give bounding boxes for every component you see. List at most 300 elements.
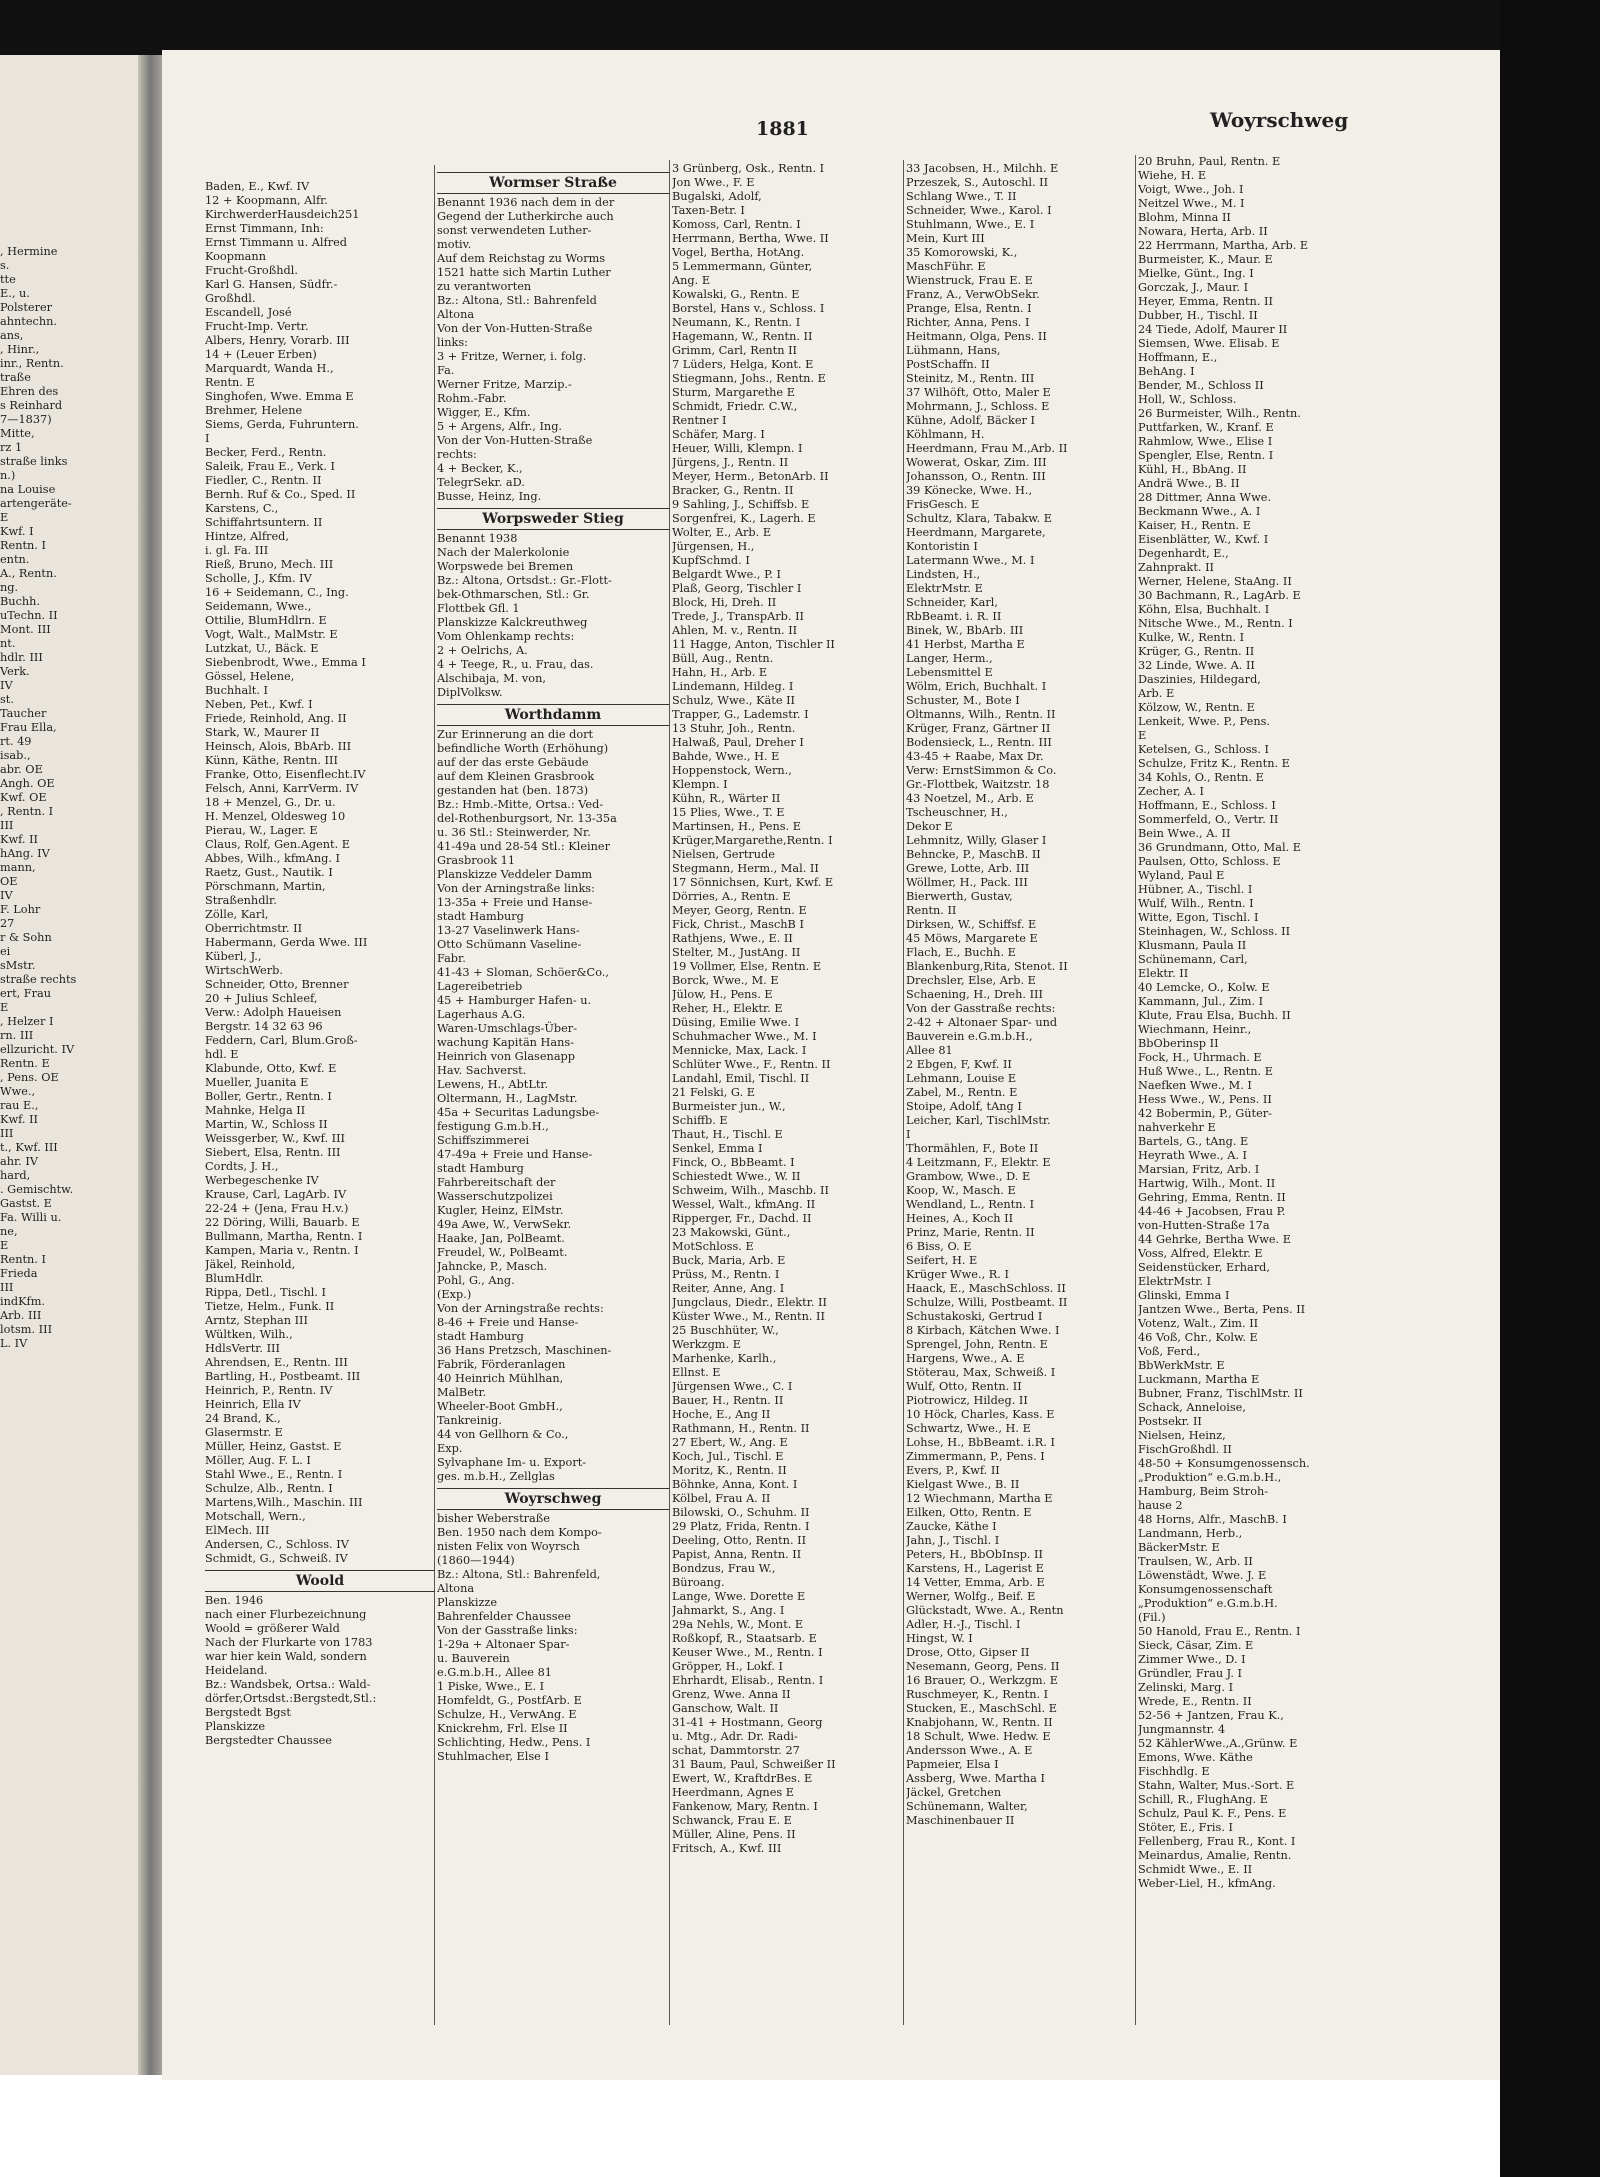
directory-entry: Wiehe, H. E	[1138, 169, 1207, 182]
directory-entry: 21 Felski, G. E	[672, 1086, 755, 1099]
directory-entry: Meinardus, Amalie, Rentn.	[1138, 1849, 1292, 1862]
directory-entry: Konsumgenossenschaft	[1138, 1583, 1273, 1596]
fragment-line: mann,	[0, 861, 36, 874]
directory-entry: Deeling, Otto, Rentn. II	[672, 1534, 807, 1547]
directory-entry: Keuser Wwe., M., Rentn. I	[672, 1646, 823, 1659]
directory-entry: 40 Heinrich Mühlhan,	[437, 1372, 564, 1385]
directory-entry: Jungclaus, Diedr., Elektr. II	[672, 1296, 827, 1309]
directory-entry: 45 + Hamburger Hafen- u.	[437, 994, 592, 1007]
directory-entry: Schuster, M., Bote I	[906, 694, 1020, 707]
directory-entry: Bracker, G., Rentn. II	[672, 484, 794, 497]
directory-entry: Gröpper, H., Lokf. I	[672, 1660, 783, 1673]
directory-entry: Schack, Anneloise,	[1138, 1401, 1246, 1414]
directory-entry: PostSchaffn. II	[906, 358, 990, 371]
directory-entry: Schiestedt Wwe., W. II	[672, 1170, 801, 1183]
fragment-line: Polsterer	[0, 301, 53, 314]
directory-entry: Marsian, Fritz, Arb. I	[1138, 1163, 1260, 1176]
directory-entry: FrisGesch. E	[906, 498, 980, 511]
directory-entry: Rahmlow, Wwe., Elise I	[1138, 435, 1273, 448]
fragment-line: straße links	[0, 455, 68, 468]
directory-entry: 41-49a und 28-54 Stl.: Kleiner	[437, 840, 611, 853]
directory-entry: Seifert, H. E	[906, 1254, 978, 1267]
directory-entry: Sieck, Cäsar, Zim. E	[1138, 1639, 1254, 1652]
directory-entry: Rentn. E	[205, 376, 255, 389]
fragment-line: st.	[0, 693, 14, 706]
directory-entry: Stark, W., Maurer II	[205, 726, 320, 739]
directory-entry: Werner, Helene, StaAng. II	[1138, 575, 1292, 588]
directory-entry: Mohrmann, J., Schloss. E	[906, 400, 1050, 413]
street-heading: Wormser Straße	[437, 172, 669, 194]
directory-entry: Heerdmann, Margarete,	[906, 526, 1046, 539]
directory-entry: 27 Ebert, W., Ang. E	[672, 1436, 788, 1449]
directory-entry: Schmidt, Friedr. C.W.,	[672, 400, 798, 413]
directory-entry: Drose, Otto, Gipser II	[906, 1646, 1030, 1659]
directory-entry: Jantzen Wwe., Berta, Pens. II	[1138, 1303, 1306, 1316]
directory-entry: 13-35a + Freie und Hanse-	[437, 896, 593, 909]
directory-entry: Böhnke, Anna, Kont. I	[672, 1478, 798, 1491]
directory-entry: 5 Lemmermann, Günter,	[672, 260, 813, 273]
street-heading: Woyrschweg	[437, 1488, 669, 1510]
directory-entry: Dekor E	[906, 820, 953, 833]
directory-entry: befindliche Worth (Erhöhung)	[437, 742, 609, 755]
directory-entry: Fock, H., Uhrmach. E	[1138, 1051, 1262, 1064]
directory-entry: Belgardt Wwe., P. I	[672, 568, 782, 581]
left-page-fragment-column	[0, 245, 142, 1351]
directory-entry: Bahde, Wwe., H. E	[672, 750, 780, 763]
directory-entry: Sommerfeld, O., Vertr. II	[1138, 813, 1279, 826]
directory-entry: Fabr.	[437, 952, 466, 965]
directory-entry: nisten Felix von Woyrsch	[437, 1540, 580, 1553]
directory-entry: 13-27 Vaselinwerk Hans-	[437, 924, 580, 937]
directory-entry: motiv.	[437, 238, 472, 251]
directory-entry: Fischhdlg. E	[1138, 1765, 1210, 1778]
directory-entry: Komoss, Carl, Rentn. I	[672, 218, 801, 231]
directory-entry: Johansson, O., Rentn. III	[906, 470, 1046, 483]
directory-entry: Büll, Aug., Rentn.	[672, 652, 774, 665]
fragment-line: Rentn. I	[0, 1253, 46, 1266]
directory-entry: Weber-Liel, H., kfmAng.	[1138, 1877, 1276, 1890]
directory-entry: Hoppenstock, Wern.,	[672, 764, 792, 777]
directory-entry: 12 Wiechmann, Martha E	[906, 1492, 1053, 1505]
fragment-line: OE	[0, 875, 18, 888]
directory-entry: Busse, Heinz, Ing.	[437, 490, 542, 503]
directory-entry: Nach der Flurkarte von 1783	[205, 1636, 373, 1649]
directory-entry: Verw.: Adolph Haueisen	[205, 1006, 342, 1019]
directory-entry: Woold = größerer Wald	[205, 1622, 340, 1635]
directory-entry: Haake, Jan, PolBeamt.	[437, 1232, 565, 1245]
directory-entry: 31-41 + Hostmann, Georg	[672, 1716, 823, 1729]
directory-entry: 17 Sönnichsen, Kurt, Kwf. E	[672, 876, 834, 889]
directory-entry: Blohm, Minna II	[1138, 211, 1231, 224]
page-number: 1881	[756, 118, 809, 140]
directory-entry: 11 Hagge, Anton, Tischler II	[672, 638, 835, 651]
directory-entry: Bullmann, Martha, Rentn. I	[205, 1230, 363, 1243]
directory-entry: Kühn, R., Wärter II	[672, 792, 781, 805]
directory-entry: Müller, Aline, Pens. II	[672, 1828, 796, 1841]
directory-entry: 24 Brand, K.,	[205, 1412, 281, 1425]
directory-entry: Gr.-Flottbek, Waitzstr. 18	[906, 778, 1050, 791]
directory-entry: Ripperger, Fr., Dachd. II	[672, 1212, 812, 1225]
directory-entry: Jülow, H., Pens. E	[672, 988, 773, 1001]
directory-entry: Küster Wwe., M., Rentn. II	[672, 1310, 825, 1323]
directory-entry: Przeszek, S., Autoschl. II	[906, 176, 1049, 189]
directory-entry: Von der Arningstraße links:	[437, 882, 595, 895]
directory-entry: i. gl. Fa. III	[205, 544, 269, 557]
directory-entry: Planskizze	[205, 1720, 266, 1733]
directory-entry: Zelinski, Marg. I	[1138, 1681, 1234, 1694]
directory-entry: Bodensieck, L., Rentn. III	[906, 736, 1052, 749]
directory-entry: Finck, O., BbBeamt. I	[672, 1156, 795, 1169]
directory-entry: Dörries, A., Rentn. E	[672, 890, 791, 903]
directory-entry: Paulsen, Otto, Schloss. E	[1138, 855, 1281, 868]
directory-entry: Landmann, Herb.,	[1138, 1527, 1243, 1540]
directory-entry: Zabel, M., Rentn. E	[906, 1086, 1018, 1099]
directory-entry: Ottilie, BlumHdlrn. E	[205, 614, 327, 627]
directory-entry: Koopmann	[205, 250, 266, 263]
directory-entry: Lindsten, H.,	[906, 568, 981, 581]
directory-entry: 8-46 + Freie und Hanse-	[437, 1316, 579, 1329]
fragment-line: abr. OE	[0, 763, 43, 776]
fragment-line: hard,	[0, 1169, 31, 1182]
directory-entry: Jäckel, Gretchen	[906, 1786, 1002, 1799]
fragment-line: Kwf. II	[0, 1113, 38, 1126]
directory-entry: wachung Kapitän Hans-	[437, 1036, 575, 1049]
directory-entry: u. Mtg., Adr. Dr. Radi-	[672, 1730, 798, 1743]
directory-entry: Voß, Ferd.,	[1138, 1345, 1201, 1358]
directory-entry: 22 Herrmann, Martha, Arb. E	[1138, 239, 1309, 252]
directory-entry: 52-56 + Jantzen, Frau K.,	[1138, 1709, 1284, 1722]
directory-entry: Neben, Pet., Kwf. I	[205, 698, 313, 711]
directory-entry: Schiffb. E	[672, 1114, 728, 1127]
directory-entry: Bierwerth, Gustav,	[906, 890, 1013, 903]
directory-entry: Kölzow, W., Rentn. E	[1138, 701, 1255, 714]
directory-entry: Hess Wwe., W., Pens. II	[1138, 1093, 1272, 1106]
directory-entry: Lewens, H., AbtLtr.	[437, 1078, 549, 1091]
directory-entry: Luckmann, Martha E	[1138, 1373, 1260, 1386]
directory-entry: Motschall, Wern.,	[205, 1510, 306, 1523]
directory-entry: 25 Buschhüter, W.,	[672, 1324, 779, 1337]
directory-entry: Schweim, Wilh., Maschb. II	[672, 1184, 829, 1197]
directory-entry: 26 Burmeister, Wilh., Rentn.	[1138, 407, 1301, 420]
directory-entry: MaschFühr. E	[906, 260, 986, 273]
directory-entry: Koop, W., Masch. E	[906, 1184, 1016, 1197]
directory-entry: Seidemann, Wwe.,	[205, 600, 312, 613]
directory-entry: Heitmann, Olga, Pens. II	[906, 330, 1047, 343]
scan-top-border	[0, 0, 1500, 55]
directory-entry: Heerdmann, Frau M.,Arb. II	[906, 442, 1068, 455]
directory-entry: 45 Möws, Margarete E	[906, 932, 1038, 945]
directory-entry: Schäfer, Marg. I	[672, 428, 765, 441]
directory-entry: Schneider, Otto, Brenner	[205, 978, 349, 991]
directory-entry: Möller, Aug. F. L. I	[205, 1454, 311, 1467]
directory-entry: Kowalski, G., Rentn. E	[672, 288, 800, 301]
fragment-line: indKfm.	[0, 1295, 46, 1308]
directory-entry: Hargens, Wwe., A. E	[906, 1352, 1025, 1365]
directory-entry: Pohl, G., Ang.	[437, 1274, 515, 1287]
directory-entry: 48-50 + Konsumgenossensch.	[1138, 1457, 1310, 1470]
directory-entry: Küberl, J.,	[205, 950, 262, 963]
fragment-line: nt.	[0, 637, 16, 650]
directory-entry: Jahncke, P., Masch.	[437, 1260, 548, 1273]
directory-entry: Trede, J., TranspArb. II	[672, 610, 805, 623]
fragment-line: A., Rentn.	[0, 567, 57, 580]
directory-entry: Neumann, K., Rentn. I	[672, 316, 801, 329]
directory-entry: Freudel, W., PolBeamt.	[437, 1246, 568, 1259]
directory-entry: 20 + Julius Schleef,	[205, 992, 318, 1005]
directory-entry: BbWerkMstr. E	[1138, 1359, 1225, 1372]
directory-entry: Wasserschutzpolizei	[437, 1190, 553, 1203]
directory-entry: ElektrMstr. E	[906, 582, 983, 595]
directory-entry: 6 Biss, O. E	[906, 1240, 972, 1253]
directory-entry: Heuer, Willi, Klempn. I	[672, 442, 803, 455]
directory-entry: Schaening, H., Dreh. III	[906, 988, 1043, 1001]
directory-entry: 28 Dittmer, Anna Wwe.	[1138, 491, 1272, 504]
directory-entry: Wültken, Wilh.,	[205, 1328, 293, 1341]
directory-entry: Krüger Wwe., R. I	[906, 1268, 1009, 1281]
directory-entry: auf der das erste Gebäude	[437, 756, 589, 769]
directory-entry: Prinz, Marie, Rentn. II	[906, 1226, 1035, 1239]
directory-entry: Bz.: Wandsbek, Ortsa.: Wald-	[205, 1678, 371, 1691]
directory-entry: Gorczak, J., Maur. I	[1138, 281, 1249, 294]
directory-entry: Nesemann, Georg, Pens. II	[906, 1660, 1060, 1673]
directory-entry: Planskizze Veddeler Damm	[437, 868, 593, 881]
fragment-line: ans,	[0, 329, 24, 342]
directory-entry: rechts:	[437, 448, 477, 461]
fragment-line: F. Lohr	[0, 903, 41, 916]
directory-entry: Klusmann, Paula II	[1138, 939, 1247, 952]
directory-entry: Nowara, Herta, Arb. II	[1138, 225, 1268, 238]
directory-entry: Hübner, A., Tischl. I	[1138, 883, 1253, 896]
directory-entry: I	[906, 1128, 911, 1141]
directory-entry: Schmidt Wwe., E. II	[1138, 1863, 1253, 1876]
directory-entry: TelegrSekr. aD.	[437, 476, 525, 489]
directory-entry: war hier kein Wald, sondern	[205, 1650, 367, 1663]
directory-entry: nahverkehr E	[1138, 1121, 1216, 1134]
directory-entry: Gössel, Helene,	[205, 670, 295, 683]
directory-entry: Exp.	[437, 1442, 463, 1455]
directory-entry: Hartwig, Wilh., Mont. II	[1138, 1177, 1276, 1190]
directory-entry: Heines, A., Koch II	[906, 1212, 1014, 1225]
directory-entry: Block, Hi, Dreh. II	[672, 596, 777, 609]
directory-entry: Steinitz, M., Rentn. III	[906, 372, 1035, 385]
directory-entry: Sturm, Margarethe E	[672, 386, 795, 399]
directory-entry: Krüger, Franz, Gärtner II	[906, 722, 1051, 735]
fragment-line: Kwf. OE	[0, 791, 47, 804]
directory-entry: Arb. E	[1138, 687, 1175, 700]
directory-entry: Zölle, Karl,	[205, 908, 269, 921]
directory-entry: 44-46 + Jacobsen, Frau P.	[1138, 1205, 1286, 1218]
directory-entry: Kielgast Wwe., B. II	[906, 1478, 1020, 1491]
directory-entry: „Produktion“ e.G.m.b.H.	[1138, 1597, 1278, 1610]
directory-entry: Stoipe, Adolf, tAng I	[906, 1100, 1022, 1113]
directory-entry: Planskizze Kalckreuthweg	[437, 616, 588, 629]
directory-entry: BlumHdlr.	[205, 1272, 264, 1285]
directory-entry: Taxen-Betr. I	[672, 204, 745, 217]
directory-entry: 30 Bachmann, R., LagArb. E	[1138, 589, 1301, 602]
directory-entry: 29 Platz, Frida, Rentn. I	[672, 1520, 810, 1533]
fragment-line: III	[0, 1127, 14, 1140]
fragment-line: artengeräte-	[0, 497, 72, 510]
directory-entry: bek-Othmarschen, Stl.: Gr.	[437, 588, 590, 601]
fragment-line: , Pens. OE	[0, 1071, 59, 1084]
fragment-line: ert, Frau	[0, 987, 52, 1000]
directory-entry: Sylvaphane Im- u. Export-	[437, 1456, 587, 1469]
directory-entry: Flach, E., Buchh. E	[906, 946, 1016, 959]
directory-entry: Senkel, Emma I	[672, 1142, 763, 1155]
directory-entry: 18 + Menzel, G., Dr. u.	[205, 796, 336, 809]
fragment-line: . Gemischtw.	[0, 1183, 74, 1196]
directory-entry: 1521 hatte sich Martin Luther	[437, 266, 611, 279]
directory-entry: Fankenow, Mary, Rentn. I	[672, 1800, 818, 1813]
directory-entry: Schünemann, Carl,	[1138, 953, 1248, 966]
directory-entry: Degenhardt, E.,	[1138, 547, 1229, 560]
directory-entry: Krause, Carl, LagArb. IV	[205, 1188, 347, 1201]
directory-entry: Von der Gasstraße links:	[437, 1624, 578, 1637]
directory-entry: Jäkel, Reinhold,	[205, 1258, 296, 1271]
directory-entry: Stahn, Walter, Mus.-Sort. E	[1138, 1779, 1295, 1792]
directory-entry: Bartels, G., tAng. E	[1138, 1135, 1249, 1148]
fragment-line: isab.,	[0, 749, 31, 762]
directory-entry: Andersen, C., Schloss. IV	[205, 1538, 349, 1551]
directory-entry: 20 Bruhn, Paul, Rentn. E	[1138, 155, 1281, 168]
directory-entry: hdl. E	[205, 1048, 239, 1061]
directory-entry: Gegend der Lutherkirche auch	[437, 210, 614, 223]
directory-entry: 44 Gehrke, Bertha Wwe. E	[1138, 1233, 1291, 1246]
directory-entry: Müller, Heinz, Gastst. E	[205, 1440, 342, 1453]
directory-entry: Werbegeschenke IV	[205, 1174, 319, 1187]
directory-entry: Otto Schümann Vaseline-	[437, 938, 582, 951]
directory-entry: Auf dem Reichstag zu Worms	[437, 252, 606, 265]
directory-entry: Raetz, Gust., Nautik. I	[205, 866, 333, 879]
directory-entry: 44 von Gellhorn & Co.,	[437, 1428, 569, 1441]
directory-entry: Oltermann, H., LagMstr.	[437, 1092, 578, 1105]
fragment-line: , Helzer I	[0, 1015, 54, 1028]
directory-entry: Siems, Gerda, Fuhruntern.	[205, 418, 359, 431]
directory-entry: Brehmer, Helene	[205, 404, 303, 417]
street-heading: Woold	[205, 1570, 435, 1592]
directory-entry: Stuhlmacher, Else I	[437, 1750, 549, 1763]
directory-entry: (Fil.)	[1138, 1611, 1166, 1624]
directory-entry: Bernh. Ruf & Co., Sped. II	[205, 488, 356, 501]
directory-entry: Burmeister, K., Maur. E	[1138, 253, 1273, 266]
directory-entry: Hav. Sachverst.	[437, 1064, 527, 1077]
directory-entry: Jahn, J., Tischl. I	[906, 1534, 1000, 1547]
directory-entry: Köhlmann, H.	[906, 428, 985, 441]
directory-entry: Krüger,Margarethe,Rentn. I	[672, 834, 833, 847]
directory-entry: Heideland.	[205, 1664, 268, 1677]
directory-entry: Werner, Wolfg., Beif. E	[906, 1590, 1036, 1603]
directory-entry: Andrä Wwe., B. II	[1138, 477, 1240, 490]
directory-entry: Stelter, M., JustAng. II	[672, 946, 801, 959]
directory-entry: Escandell, José	[205, 306, 292, 319]
fragment-line: 7—1837)	[0, 413, 52, 426]
directory-entry: Mueller, Juanita E	[205, 1076, 309, 1089]
directory-entry: Ahrendsen, E., Rentn. III	[205, 1356, 348, 1369]
directory-entry: Vom Ohlenkamp rechts:	[437, 630, 575, 643]
fragment-line: , Rentn. I	[0, 805, 54, 818]
fragment-line: hdlr. III	[0, 651, 43, 664]
fragment-line: hAng. IV	[0, 847, 50, 860]
directory-entry: Seidenstücker, Erhard,	[1138, 1261, 1270, 1274]
directory-entry: schat, Dammtorstr. 27	[672, 1744, 800, 1757]
fragment-line: uTechn. II	[0, 609, 58, 622]
directory-entry: Rippa, Detl., Tischl. I	[205, 1286, 326, 1299]
directory-entry: Bein Wwe., A. II	[1138, 827, 1231, 840]
directory-entry: Wölm, Erich, Buchhalt. I	[906, 680, 1047, 693]
directory-entry: Zecher, A. I	[1138, 785, 1204, 798]
directory-entry: Reiter, Anne, Ang. I	[672, 1282, 785, 1295]
directory-entry: Wyland, Paul E	[1138, 869, 1225, 882]
directory-entry: Hoche, E., Ang II	[672, 1408, 771, 1421]
directory-entry: Borck, Wwe., M. E	[672, 974, 779, 987]
fragment-line: L. IV	[0, 1337, 28, 1350]
running-head: Woyrschweg	[1210, 108, 1349, 132]
fragment-line: ng.	[0, 581, 19, 594]
directory-entry: ElektrMstr. I	[1138, 1275, 1212, 1288]
directory-entry: Ben. 1946	[205, 1594, 264, 1607]
directory-entry: Fa.	[437, 364, 455, 377]
directory-entry: 14 + (Leuer Erben)	[205, 348, 317, 361]
directory-entry: 42 Bobermin, P., Güter-	[1138, 1107, 1272, 1120]
directory-entry: Nielsen, Heinz,	[1138, 1429, 1226, 1442]
directory-entry: Boller, Gertr., Rentn. I	[205, 1090, 332, 1103]
directory-entry: Zimmermann, P., Pens. I	[906, 1450, 1045, 1463]
directory-entry: Rohm.-Fabr.	[437, 392, 507, 405]
directory-entry: 49a Awe, W., VerwSekr.	[437, 1218, 572, 1231]
directory-entry: Traulsen, W., Arb. II	[1138, 1555, 1253, 1568]
directory-entry: H. Menzel, Oldesweg 10	[205, 810, 346, 823]
directory-entry: von-Hutten-Straße 17a	[1138, 1219, 1270, 1232]
directory-entry: Lenkeit, Wwe. P., Pens.	[1138, 715, 1271, 728]
directory-entry: 23 Makowski, Günt.,	[672, 1226, 791, 1239]
directory-entry: 3 Grünberg, Osk., Rentn. I	[672, 162, 825, 175]
fragment-line: E	[0, 1001, 9, 1014]
street-heading: Worpsweder Stieg	[437, 508, 669, 530]
directory-entry: Straßenhdlr.	[205, 894, 277, 907]
directory-entry: Voss, Alfred, Elektr. E	[1138, 1247, 1263, 1260]
directory-entry: Prüss, M., Rentn. I	[672, 1268, 780, 1281]
directory-entry: Ewert, W., KraftdrBes. E	[672, 1772, 813, 1785]
directory-entry: sonst verwendeten Luther-	[437, 224, 592, 237]
directory-entry: Lohse, H., BbBeamt. i.R. I	[906, 1436, 1055, 1449]
directory-entry: Bz.: Altona, Ortsdst.: Gr.-Flott-	[437, 574, 612, 587]
directory-entry: Wolter, E., Arb. E	[672, 526, 772, 539]
directory-entry: Neitzel Wwe., M. I	[1138, 197, 1245, 210]
fragment-line: III	[0, 1281, 14, 1294]
directory-entry: Stahl Wwe., E., Rentn. I	[205, 1468, 343, 1481]
directory-entry: Borstel, Hans v., Schloss. I	[672, 302, 825, 315]
directory-entry: Tankreinig.	[437, 1414, 502, 1427]
fragment-line: E	[0, 1239, 9, 1252]
directory-entry: KirchwerderHausdeich251	[205, 208, 360, 221]
fragment-line: Taucher	[0, 707, 47, 720]
directory-entry: Fabrik, Förderanlagen	[437, 1358, 566, 1371]
directory-entry: Voigt, Wwe., Joh. I	[1138, 183, 1244, 196]
directory-entry: Schulz, Paul K. F., Pens. E	[1138, 1807, 1287, 1820]
directory-entry: Fahrbereitschaft der	[437, 1176, 556, 1189]
directory-column-5	[1138, 155, 1356, 1891]
directory-entry: Heinrich von Glasenapp	[437, 1050, 576, 1063]
directory-entry: Schneider, Karl,	[906, 596, 998, 609]
directory-entry: Schneider, Wwe., Karol. I	[906, 204, 1052, 217]
directory-entry: 41 Herbst, Martha E	[906, 638, 1025, 651]
fragment-line: Kwf. II	[0, 833, 38, 846]
directory-entry: Blankenburg,Rita, Stenot. II	[906, 960, 1068, 973]
directory-entry: Schulze, Alb., Rentn. I	[205, 1482, 333, 1495]
directory-entry: Halwaß, Paul, Dreher I	[672, 736, 804, 749]
directory-entry: 43-45 + Raabe, Max Dr.	[906, 750, 1044, 763]
directory-entry: Ernst Timmann, Inh:	[205, 222, 324, 235]
